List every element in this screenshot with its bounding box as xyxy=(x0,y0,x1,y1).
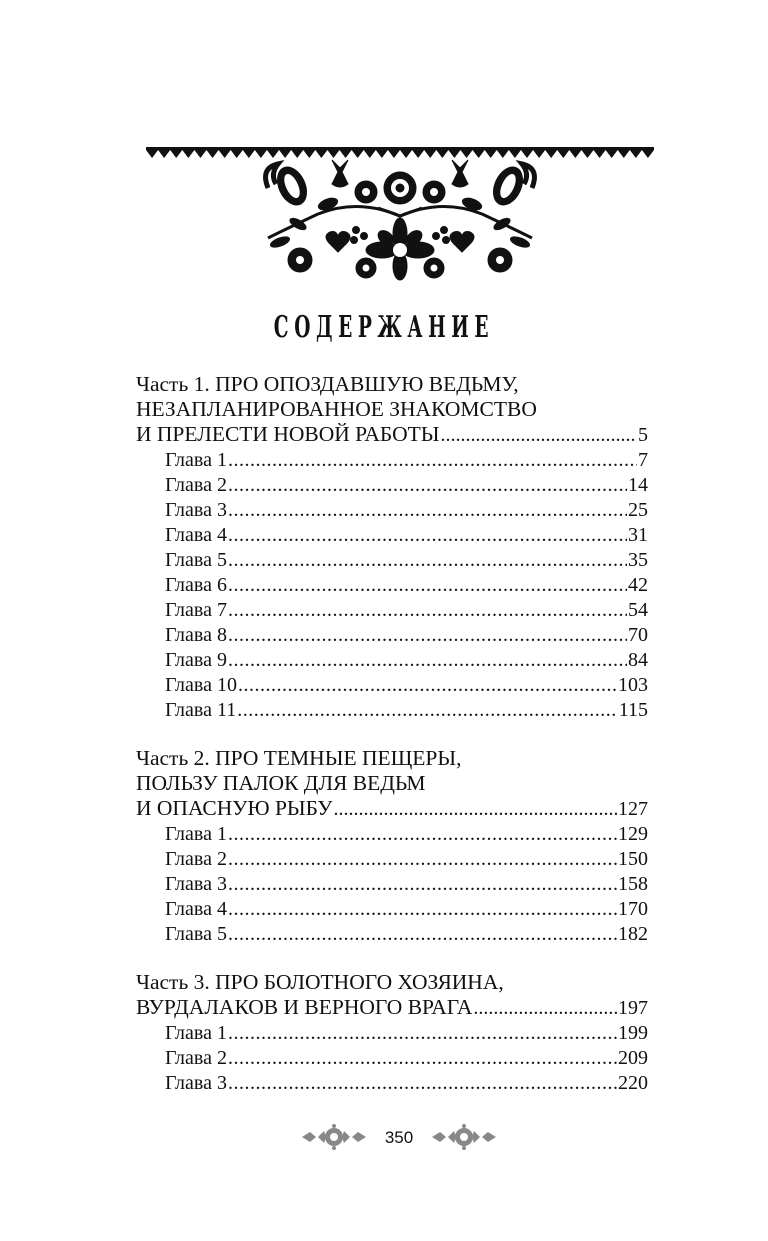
chapter-page-number: 25 xyxy=(628,499,648,521)
chapter-entry xyxy=(136,498,648,523)
chapter-label: Глава 3 xyxy=(165,873,227,895)
part-heading-last-line: И ПРЕЛЕСТИ НОВОЙ РАБОТЫ xyxy=(136,422,440,446)
part-heading-last-line: И ОПАСНУЮ РЫБУ xyxy=(136,796,333,820)
toc-part xyxy=(136,970,648,1096)
part-heading xyxy=(136,970,648,995)
chapter-entry xyxy=(136,897,648,922)
chapter-page-number: 103 xyxy=(618,674,648,696)
part-heading-line: Часть 1. ПРО ОПОЗДАВШУЮ ВЕДЬМУ, xyxy=(136,372,519,396)
chapter-entry xyxy=(136,847,648,872)
chapter-label: Глава 9 xyxy=(165,649,227,671)
dot-leader xyxy=(228,548,627,573)
dot-leader xyxy=(228,523,627,548)
dot-leader xyxy=(228,598,627,623)
part-heading-last-line: ВУРДАЛАКОВ И ВЕРНОГО ВРАГА xyxy=(136,995,473,1019)
dot-leader xyxy=(334,797,618,822)
chapter-entry xyxy=(136,922,648,947)
chapter-label: Глава 5 xyxy=(165,923,227,945)
chapter-label: Глава 1 xyxy=(165,1022,227,1044)
chapter-page-number: 170 xyxy=(618,898,648,920)
chapter-label: Глава 6 xyxy=(165,574,227,596)
part-heading xyxy=(136,746,648,796)
dot-leader xyxy=(228,448,637,473)
chapter-entry xyxy=(136,698,648,723)
chapter-page-number: 54 xyxy=(628,599,648,621)
chapter-page-number: 7 xyxy=(638,449,648,471)
chapter-label: Глава 2 xyxy=(165,848,227,870)
dot-leader xyxy=(228,897,617,922)
page-footer xyxy=(0,1122,768,1156)
chapter-label: Глава 10 xyxy=(165,674,237,696)
chapter-entry xyxy=(136,623,648,648)
chapter-entry xyxy=(136,473,648,498)
part-heading-line: НЕЗАПЛАНИРОВАННОЕ ЗНАКОМСТВО xyxy=(136,397,537,421)
footer-ornament-right-icon xyxy=(428,1124,500,1150)
table-of-contents xyxy=(136,372,648,1119)
toc-part xyxy=(136,372,648,723)
chapter-label: Глава 4 xyxy=(165,898,227,920)
chapter-label: Глава 8 xyxy=(165,624,227,646)
page-number: 350 xyxy=(384,1128,414,1147)
chapter-label: Глава 3 xyxy=(165,1072,227,1094)
dot-leader xyxy=(237,698,618,723)
part-entry xyxy=(136,422,648,448)
chapter-page-number: 158 xyxy=(618,873,648,895)
chapter-entry xyxy=(136,673,648,698)
chapter-entry xyxy=(136,448,648,473)
part-heading-line: Часть 3. ПРО БОЛОТНОГО ХОЗЯИНА, xyxy=(136,970,504,994)
chapter-label: Глава 7 xyxy=(165,599,227,621)
chapter-page-number: 129 xyxy=(618,823,648,845)
chapter-entry xyxy=(136,1071,648,1096)
dot-leader xyxy=(228,1071,617,1096)
chapter-entry xyxy=(136,822,648,847)
chapter-page-number: 70 xyxy=(628,624,648,646)
part-page-number: 5 xyxy=(638,424,648,446)
chapter-entry xyxy=(136,1021,648,1046)
dot-leader xyxy=(228,872,617,897)
chapter-page-number: 182 xyxy=(618,923,648,945)
chapter-page-number: 84 xyxy=(628,649,648,671)
dot-leader xyxy=(228,1046,617,1071)
chapter-entry xyxy=(136,648,648,673)
chapter-page-number: 115 xyxy=(618,699,648,721)
folk-floral-ornament xyxy=(258,158,542,282)
chapter-entry xyxy=(136,1046,648,1071)
dot-leader xyxy=(228,648,627,673)
dot-leader xyxy=(228,473,627,498)
dot-leader xyxy=(238,673,617,698)
chapter-page-number: 14 xyxy=(628,474,648,496)
chapter-page-number: 35 xyxy=(628,549,648,571)
part-heading-line: ПОЛЬЗУ ПАЛОК ДЛЯ ВЕДЬМ xyxy=(136,771,426,795)
part-heading-line: Часть 2. ПРО ТЕМНЫЕ ПЕЩЕРЫ, xyxy=(136,746,462,770)
chapter-label: Глава 5 xyxy=(165,549,227,571)
chapter-page-number: 220 xyxy=(618,1072,648,1094)
dot-leader xyxy=(441,423,638,448)
chapter-label: Глава 2 xyxy=(165,1047,227,1069)
chapter-label: Глава 2 xyxy=(165,474,227,496)
part-entry xyxy=(136,995,648,1021)
chapter-page-number: 42 xyxy=(628,574,648,596)
chapter-entry xyxy=(136,573,648,598)
toc-part xyxy=(136,746,648,947)
chapter-label: Глава 1 xyxy=(165,449,227,471)
chapter-entry xyxy=(136,872,648,897)
dot-leader xyxy=(228,922,617,947)
chapter-label: Глава 3 xyxy=(165,499,227,521)
dot-leader xyxy=(473,996,617,1021)
dot-leader xyxy=(228,498,627,523)
chapter-label: Глава 11 xyxy=(165,699,237,721)
chapter-label: Глава 4 xyxy=(165,524,227,546)
part-page-number: 197 xyxy=(618,997,648,1019)
dot-leader xyxy=(228,1021,617,1046)
dot-leader xyxy=(228,822,617,847)
chapter-entry xyxy=(136,523,648,548)
chapter-entry xyxy=(136,598,648,623)
chapter-page-number: 209 xyxy=(618,1047,648,1069)
part-page-number: 127 xyxy=(618,798,648,820)
chapter-page-number: 150 xyxy=(618,848,648,870)
chapter-page-number: 31 xyxy=(628,524,648,546)
dot-leader xyxy=(228,573,627,598)
footer-ornament-left-icon xyxy=(298,1124,370,1150)
chapter-entry xyxy=(136,548,648,573)
page-title: СОДЕРЖАНИЕ xyxy=(273,310,495,345)
part-heading xyxy=(136,372,648,422)
dot-leader xyxy=(228,847,617,872)
dot-leader xyxy=(228,623,627,648)
part-entry xyxy=(136,796,648,822)
chapter-page-number: 199 xyxy=(618,1022,648,1044)
chapter-label: Глава 1 xyxy=(165,823,227,845)
